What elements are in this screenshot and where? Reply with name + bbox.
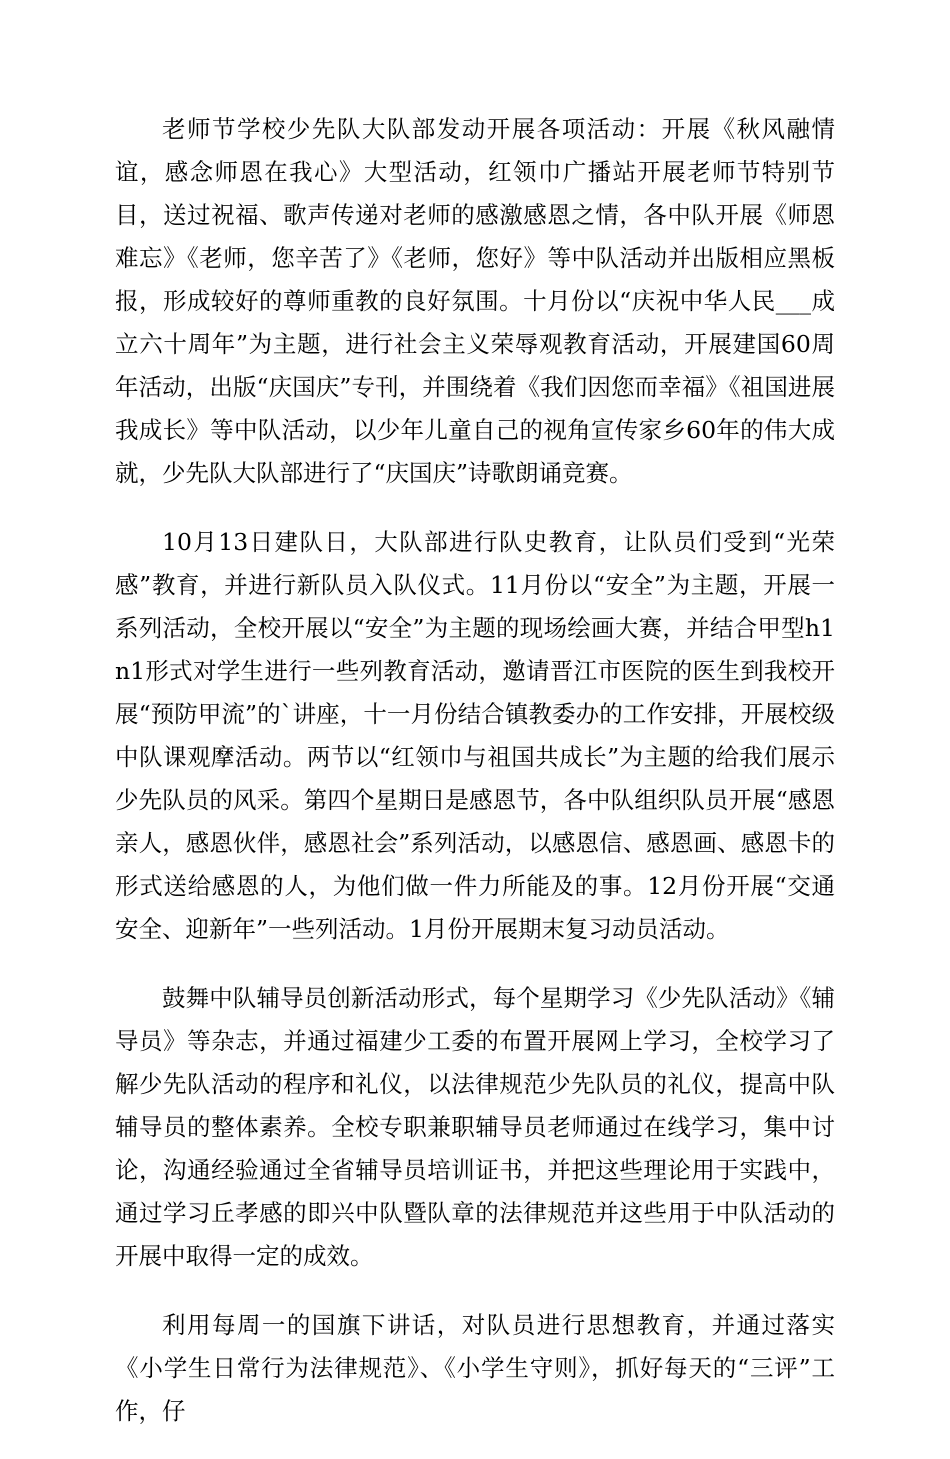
paragraph-team-founding-day: 10月13日建队日，大队部进行队史教育，让队员们受到“光荣感”教育，并进行新队员入队仪式。11月份以“安全”为主题，开展一系列活动，全校开展以“安全”为主题的现场绘画大赛，并结合甲型h1n1形式对学生进行一些列教育活动，邀请晋江市医院的医生到我校开展“预防甲流”的`讲座，十一月份结合镇教委办的工作安排，开展校级中队课观摩活动。两节以“红领巾与祖国共成长”为主题的给我们展示少先队员的风采。第四个星期日是感恩节，各中队组织队员开展“感恩亲人，感恩伙伴，感恩社会”系列活动，以感恩信、感恩画、感恩卡的形式送给感恩的人，为他们做一件力所能及的事。12月份开展“交通安全、迎新年”一些列活动。1月份开展期末复习动员活动。 — [115, 528, 835, 943]
document-body — [115, 108, 835, 1459]
paragraph-counselor-training: 鼓舞中队辅导员创新活动形式，每个星期学习《少先队活动》《辅导员》等杂志，并通过福建少工委的布置开展网上学习，全校学习了解少先队活动的程序和礼仪，以法律规范少先队员的礼仪，提高中队辅导员的整体素养。全校专职兼职辅导员老师通过在线学习，集中讨论，沟通经验通过全省辅导员培训证书，并把这些理论用于实践中，通过学习丘孝感的即兴中队暨队章的法律规范并这些用于中队活动的开展中取得一定的成效。 — [115, 984, 835, 1270]
paragraph-flag-speech: 利用每周一的国旗下讲话，对队员进行思想教育，并通过落实《小学生日常行为法律规范》、《小学生守则》，抓好每天的“三评”工作，仔 — [115, 1311, 835, 1425]
paragraph-teachers-day-activities: 老师节学校少先队大队部发动开展各项活动：开展《秋风融情谊，感念师恩在我心》大型活动，红领巾广播站开展老师节特别节目，送过祝福、歌声传递对老师的感激感恩之情，各中队开展《师恩难忘》《老师，您辛苦了》《老师，您好》等中队活动并出版相应黑板报，形成较好的尊师重教的良好氛围。十月份以“庆祝中华人民___成立六十周年”为主题，进行社会主义荣辱观教育活动，开展建国60周年活动，出版“庆国庆”专刊，并围绕着《我们因您而幸福》《祖国进展我成长》等中队活动，以少年儿童自己的视角宣传家乡60年的伟大成就，少先队大队部进行了“庆国庆”诗歌朗诵竞赛。 — [115, 115, 835, 487]
